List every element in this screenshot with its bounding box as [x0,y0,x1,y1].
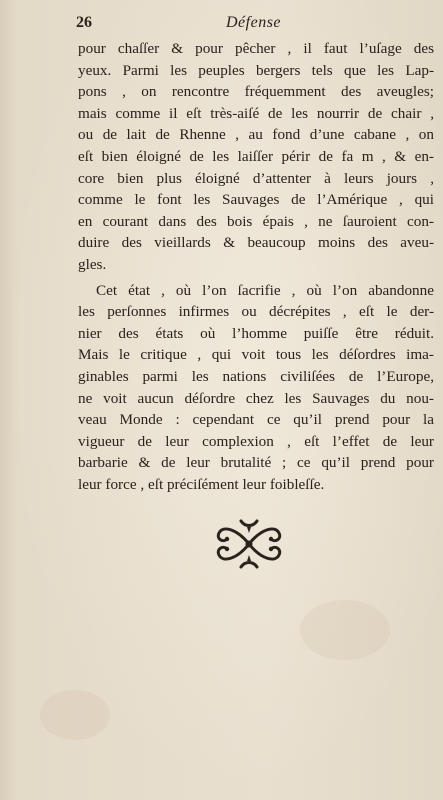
text-line: comme le font les Sauvages de l’Amérique , qui [78,191,434,209]
text-line: ou de lait de Rhenne , au fond d’une cabane , on [78,126,434,144]
text-line: gles. [78,255,107,273]
text-line: nier des états où l’homme puiſſe être réduit. [78,324,434,342]
text-line: pour chaſſer & pour pêcher , il faut l’uſage des [78,40,434,57]
text-line: duire des vieillards & beaucoup moins des aveu- [78,234,434,252]
text-line: en courant dans des bois épais , ne ſauroient con- [78,212,434,230]
text-line: Cet état , où l’on ſacrifie , où l’on abandonne [96,281,434,299]
fleuron-ornament-icon [213,515,285,573]
running-head [76,14,432,36]
text-line: mais comme il eſt très-aiſé de les nourrir de chair , [78,104,434,122]
text-line: pons , on rencontre fréquemment des aveugles; [78,83,434,101]
text-line: ginables parmi les nations civiliſées de l’Europe, [78,367,434,385]
text-line: eſt bien éloigné de les laiſſer périr de fa m , & en- [78,147,434,165]
body-text [78,38,434,495]
text-line: Mais le critique , qui voit tous les déſordres ima- [78,346,434,364]
paper-stain [300,600,390,660]
paper-stain [40,690,110,740]
text-line: yeux. Parmi les peuples bergers tels que les Lap- [78,61,434,79]
text-line: ne voit aucun déſordre chez les Sauvages du nou- [78,389,434,407]
text-line: les perſonnes infirmes ou décrépites , eſt le der- [78,303,434,321]
text-line: barbarie & de leur brutalité ; ce qu’il prend pour [78,454,434,472]
text-line: vigueur de leur complexion , eſt l’effet de leur [78,432,434,450]
text-line: veau Monde : cependant ce qu’il prend pour la [78,411,434,429]
page-number: 26 [76,14,92,31]
text-line: core bien plus éloigné d’attenter à leurs jours , [78,169,434,187]
text-line: leur force , eſt préciſément leur foibleſſe. [78,475,325,493]
running-title: Défense [226,14,282,31]
